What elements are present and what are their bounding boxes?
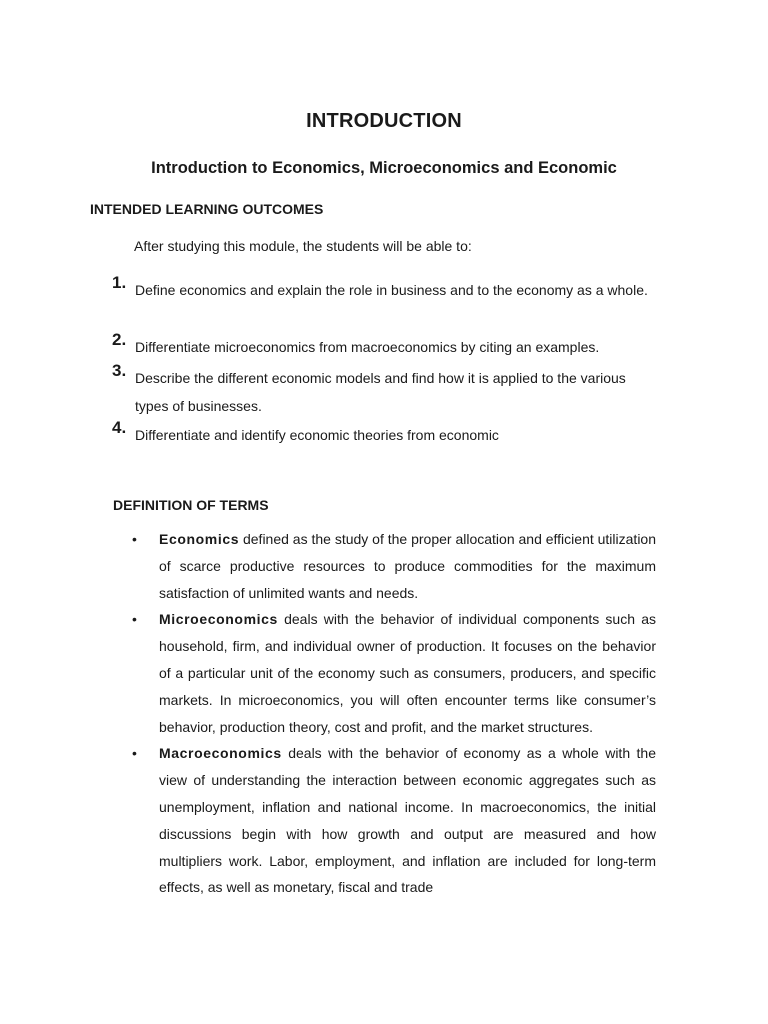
term-definition: deals with the behavior of individual components such as household, firm, and individual owner of production. It focuses on the behavior of a particular unit of the economy such as consumers, producers, and specific markets. In microeconomics, you will often encounter terms like consumer’s behavior, production theory, cost and profit, and the market structures. (159, 611, 656, 735)
terms-list (130, 526, 656, 901)
outcome-number: 4. (112, 418, 127, 437)
term-definition: deals with the behavior of economy as a whole with the view of understanding the interaction between economic aggregates such as unemployment, inflation and national income. In macroeconomics, the initial discussions begin with how growth and output are measured and how multipliers work. Labor, employment, and inflation are included for long-term effects, as well as monetary, fiscal and trade (159, 745, 656, 896)
outcome-number: 1. (112, 273, 127, 292)
term-name: Macroeconomics (159, 745, 282, 762)
outcome-text: Define economics and explain the role in business and to the economy as a whole. (135, 282, 648, 298)
term-item (130, 740, 656, 901)
bullet-icon: • (132, 611, 137, 628)
outcome-number: 2. (112, 330, 127, 349)
page-subtitle: Introduction to Economics, Microeconomics and Economic (151, 159, 617, 177)
term-name: Microeconomics (159, 611, 278, 628)
outcome-text: Differentiate microeconomics from macroeconomics by citing an examples. (135, 339, 600, 355)
bullet-icon: • (132, 745, 137, 762)
outcome-text: Describe the different economic models and find how it is applied to the various types of businesses. (135, 370, 626, 414)
page-title: INTRODUCTION (306, 110, 462, 132)
outcomes-heading: INTENDED LEARNING OUTCOMES (90, 201, 324, 217)
term-item (130, 606, 656, 740)
terms-heading: DEFINITION OF TERMS (113, 497, 269, 513)
term-name: Economics (159, 531, 240, 547)
outcome-text: Differentiate and identify economic theories from economic (135, 427, 499, 443)
outcomes-intro: After studying this module, the students will be able to: (134, 238, 472, 254)
term-definition: defined as the study of the proper allocation and efficient utilization of scarce productive resources to produce commodities for the maximum satisfaction of unlimited wants and needs. (159, 531, 656, 601)
outcome-number: 3. (112, 361, 127, 380)
bullet-icon: • (132, 531, 137, 547)
term-item (130, 526, 656, 606)
